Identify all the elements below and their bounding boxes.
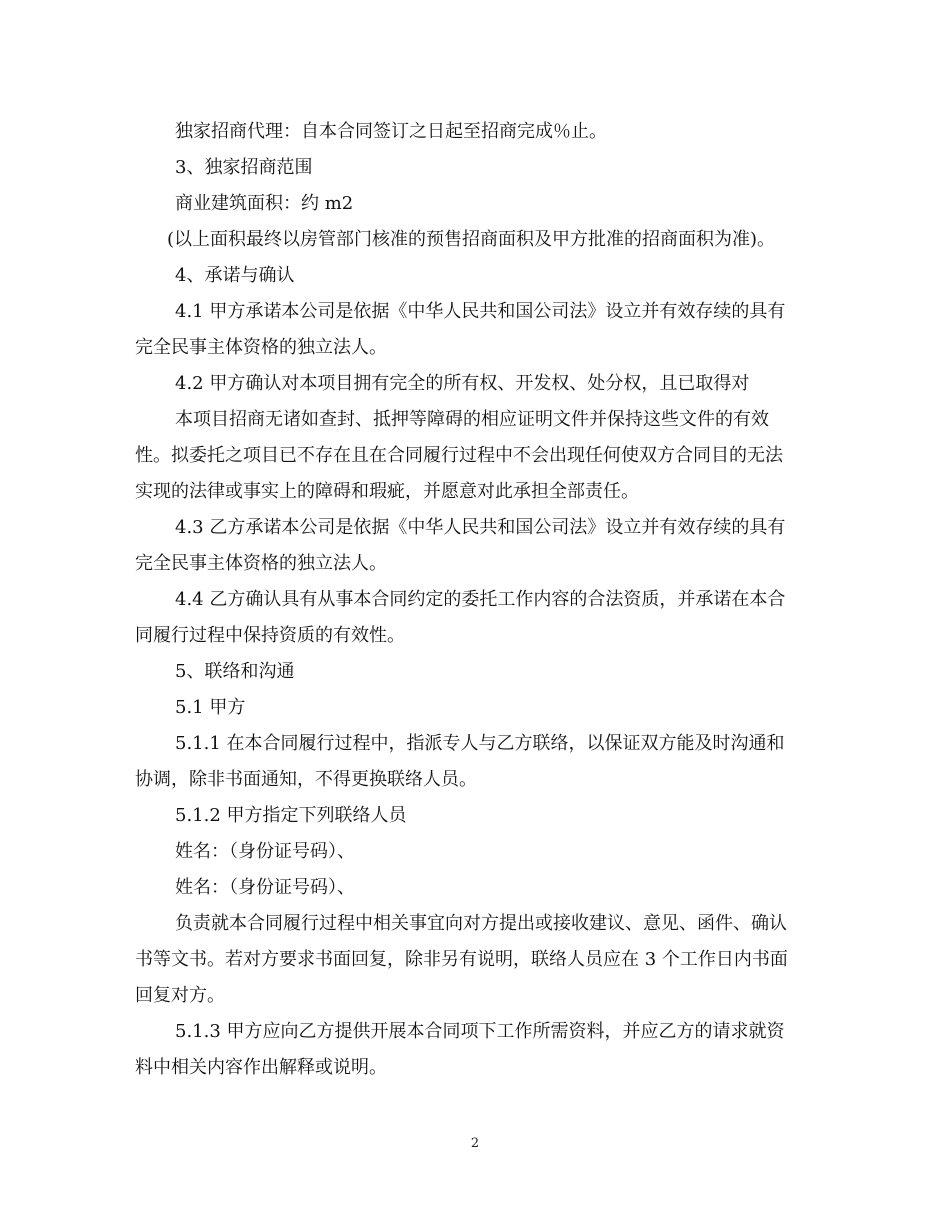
paragraph-line: 回复对方。	[135, 985, 225, 1006]
paragraph-line: 同履行过程中保持资质的有效性。	[135, 625, 405, 646]
paragraph-line: 商业建筑面积：约 m2	[175, 193, 354, 214]
section-heading: 3、独家招商范围	[175, 157, 313, 178]
document-body	[135, 114, 815, 1086]
paragraph-line: 协调，除非书面通知，不得更换联络人员。	[135, 769, 477, 790]
paragraph-line: 5.1.3 甲方应向乙方提供开展本合同项下工作所需资料，并应乙方的请求就资	[175, 1021, 785, 1042]
contact-line: 姓名：（身份证号码）、	[175, 841, 355, 862]
paragraph-line: (以上面积最终以房管部门核准的预售招商面积及甲方批准的招商面积为准)。	[167, 229, 776, 250]
contact-line: 姓名：（身份证号码）、	[175, 877, 355, 898]
paragraph-line: 5.1.1 在本合同履行过程中，指派专人与乙方联络，以保证双方能及时沟通和	[175, 733, 785, 754]
paragraph-line: 完全民事主体资格的独立法人。	[135, 337, 387, 358]
paragraph-line: 4.3 乙方承诺本公司是依据《中华人民共和国公司法》设立并有效存续的具有	[175, 517, 786, 538]
paragraph-line: 书等文书。若对方要求书面回复，除非另有说明，联络人员应在 3 个工作日内书面	[135, 949, 788, 970]
paragraph-line: 5.1.2 甲方指定下列联络人员	[175, 805, 407, 826]
paragraph-line: 料中相关内容作出解释或说明。	[135, 1057, 387, 1078]
paragraph-line: 负责就本合同履行过程中相关事宜向对方提出或接收建议、意见、函件、确认	[175, 913, 787, 934]
paragraph-line: 本项目招商无诸如查封、抵押等障碍的相应证明文件并保持这些文件的有效	[175, 409, 769, 430]
paragraph-line: 4.1 甲方承诺本公司是依据《中华人民共和国公司法》设立并有效存续的具有	[175, 301, 786, 322]
paragraph-line: 实现的法律或事实上的障碍和瑕疵，并愿意对此承担全部责任。	[135, 481, 639, 502]
subsection-heading: 5.1 甲方	[175, 697, 246, 718]
paragraph-line: 独家招商代理：自本合同签订之日起至招商完成％止。	[175, 121, 607, 142]
section-heading: 4、承诺与确认	[175, 265, 295, 286]
page-number: 2	[470, 1136, 480, 1151]
paragraph-line: 性。拟委托之项目已不存在且在合同履行过程中不会出现任何使双方合同目的无法	[135, 445, 783, 466]
paragraph-line: 4.4 乙方确认具有从事本合同约定的委托工作内容的合法资质，并承诺在本合	[175, 589, 786, 610]
paragraph-line: 完全民事主体资格的独立法人。	[135, 553, 387, 574]
section-heading: 5、联络和沟通	[175, 661, 295, 682]
paragraph-line: 4.2 甲方确认对本项目拥有完全的所有权、开发权、处分权，且已取得对	[175, 373, 750, 394]
